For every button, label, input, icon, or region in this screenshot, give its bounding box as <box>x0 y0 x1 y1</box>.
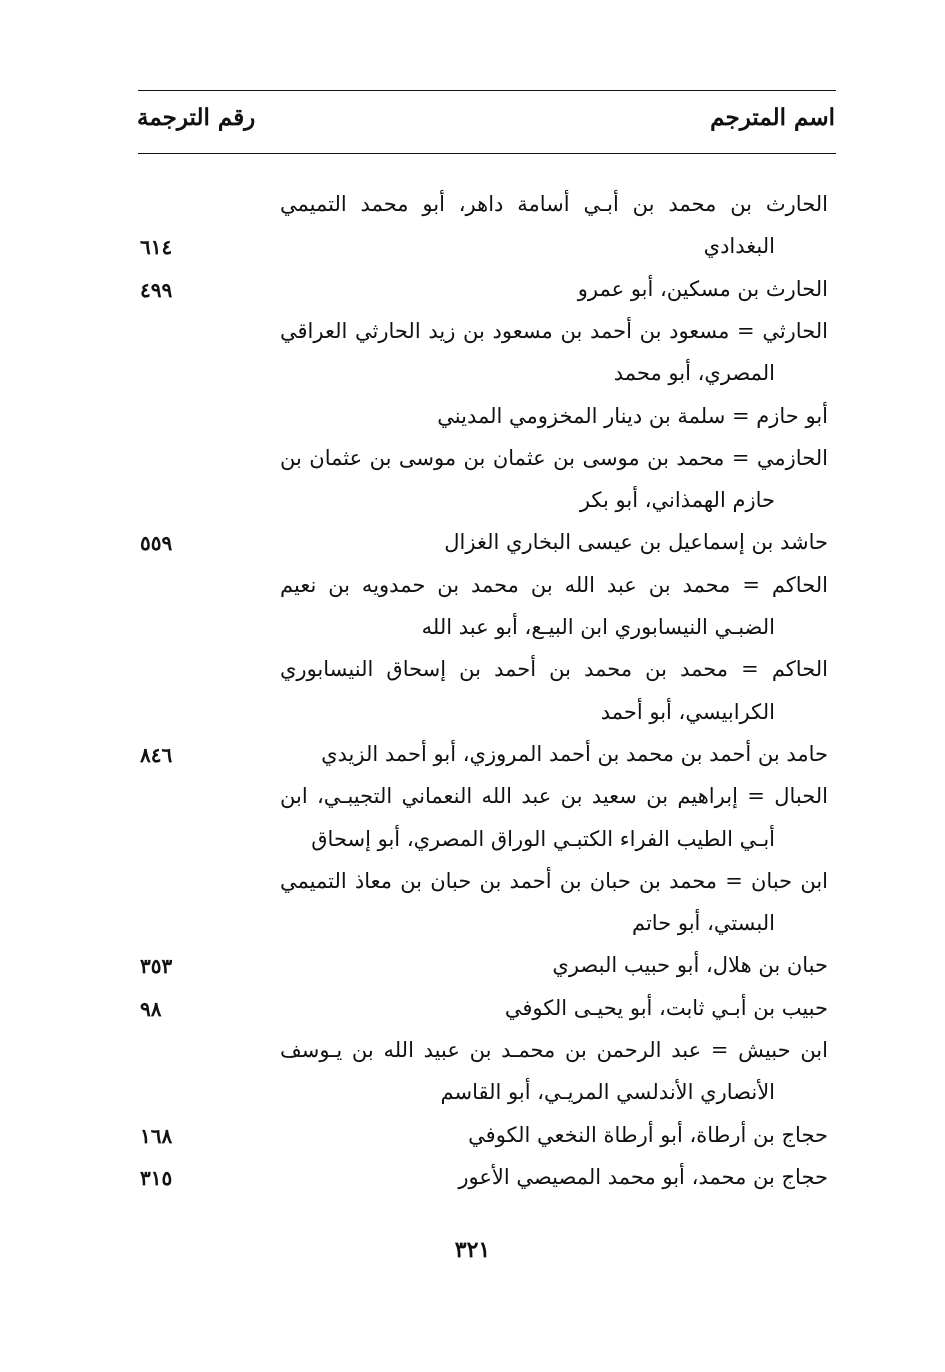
entry-number: ٣٥٣ <box>140 954 173 979</box>
entry-line: البغدادي <box>703 234 775 259</box>
entry-line: حاشد بن إسماعيل بن عيسى البخاري الغزال <box>444 530 828 555</box>
entry-line: حامد بن أحمد بن محمد بن أحمد المروزي، أبو أحمد الزيدي <box>321 741 828 766</box>
entry-number: ٨٤٦ <box>140 742 173 767</box>
entry-line: الحبال = إبراهيم بن سعيد بن عبد الله النعماني التجيبـي، ابن <box>280 784 828 809</box>
entry-line: حازم الهمذاني، أبو بكر <box>579 488 775 513</box>
entry-line: ابن حبان = محمد بن حبان بن أحمد بن حبان بن معاذ التميمي <box>280 868 828 893</box>
entry-line: الأنصاري الأندلسي المريـي، أبو القاسم <box>440 1080 775 1105</box>
entry-line: الحاكم = محمد بن محمد بن أحمد بن إسحاق النيسابوري <box>280 657 828 682</box>
entry-line: الكرابيسي، أبو أحمد <box>600 699 775 724</box>
entry-line: الحارثي = مسعود بن أحمد بن مسعود بن زيد الحارثي العراقي <box>280 318 828 343</box>
entry-line: المصري، أبو محمد <box>613 361 775 386</box>
entry-line: البستي، أبو حاتم <box>631 911 775 936</box>
entry-number: ٦١٤ <box>140 235 173 260</box>
entry-number: ٩٨ <box>140 996 162 1021</box>
entry-line: أبو حازم = سلمة بن دينار المخزومي المديني <box>437 403 828 428</box>
entry-line: حبان بن هلال، أبو حبيب البصري <box>552 953 828 978</box>
entry-line: الحاكم = محمد بن عبد الله بن محمد بن حمدويه بن نعيم <box>280 572 828 597</box>
entry-number: ٥٥٩ <box>140 531 173 556</box>
entry-line: أبـي الطيب الفراء الكتبـي الوراق المصري، أبو إسحاق <box>311 826 775 851</box>
entry-line: ابن حبيش = عبد الرحمن بن محمـد بن عبيد الله بن يـوسف <box>280 1038 828 1062</box>
page-number: ٣٢١ <box>454 1237 491 1263</box>
entry-number: ٣١٥ <box>140 1165 173 1190</box>
column-header-translated-name: اسم المترجم <box>710 104 835 131</box>
entry-number: ٤٩٩ <box>140 277 173 302</box>
entry-line: حبيب بن أبـي ثابت، أبو يحيـى الكوفي <box>504 995 828 1020</box>
entry-line: الحازمي = محمد بن موسى بن عثمان بن موسى بن عثمان بن <box>280 445 828 470</box>
entry-number: ١٦٨ <box>140 1123 173 1148</box>
entry-line: الضبـي النيسابوري ابن البيـع، أبو عبد الله <box>421 615 775 639</box>
column-header-entry-number: رقم الترجمة <box>137 104 256 131</box>
entry-line: حجاج بن محمد، أبو محمد المصيصي الأعور <box>458 1164 828 1189</box>
entry-line: حجاج بن أرطاة، أبو أرطاة النخعي الكوفي <box>468 1122 828 1147</box>
entry-line: الحارث بن مسكين، أبو عمرو <box>577 276 828 301</box>
entry-line: الحارث بن محمد بن أبـي أسامة داهر، أبو محمد التميمي <box>280 192 828 216</box>
